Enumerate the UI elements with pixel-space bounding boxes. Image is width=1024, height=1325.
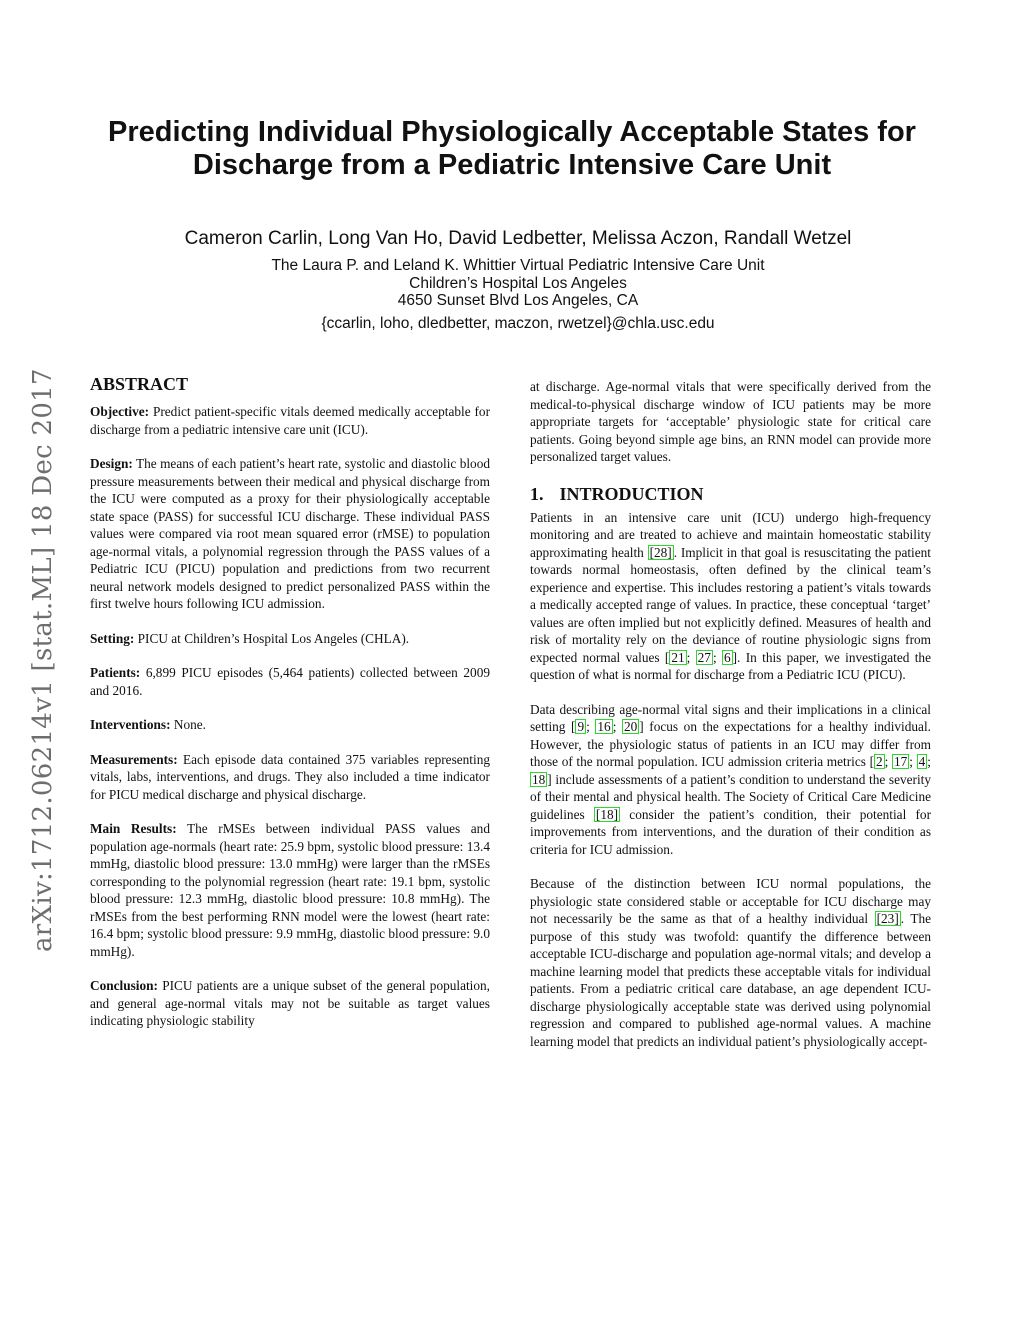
intro-p3-text-a: Because of the distinction between ICU normal populations, the physiologic state considered stable or acceptable for ICU discharge may not necessarily be the same as that of a healthy individual	[530, 876, 931, 926]
measurements-text: Each episode data contained 375 variables representing vitals, labs, interventions, and drugs. They also included a time indicator for PICU medical discharge and physical discharge.	[90, 751, 490, 802]
citation-separator: ;	[612, 719, 622, 734]
abstract-interventions	[90, 716, 490, 734]
section-title: INTRODUCTION	[559, 483, 704, 504]
affiliation-line-3: 4650 Sunset Blvd Los Angeles, CA	[397, 292, 639, 309]
author-emails: {ccarlin, loho, dledbetter, maczon, rwetzel}@chla.usc.edu	[321, 315, 715, 332]
citation-separator: ;	[884, 754, 892, 769]
abstract-design	[90, 455, 490, 613]
intro-paragraph-2	[530, 701, 931, 859]
abstract-patients	[90, 664, 490, 699]
interventions-text: None.	[173, 717, 206, 732]
abstract-setting	[90, 630, 490, 648]
intro-p2-text-b: ] focus on the expectations for a healthy individual. However, the physiologic status of patients in an ICU may differ from those of the normal population. ICU admission criteria metrics [	[530, 719, 931, 769]
citation-link[interactable]: [28]	[649, 544, 672, 560]
setting-text: PICU at Children’s Hospital Los Angeles (CHLA).	[137, 630, 410, 646]
citation-link[interactable]: 18	[532, 771, 546, 787]
citation-link[interactable]: 17	[894, 754, 908, 769]
patients-label: Patients:	[90, 665, 141, 680]
citation-separator: ;	[927, 754, 931, 769]
citation-link[interactable]: [23]	[876, 911, 899, 926]
citation-link[interactable]: 2	[876, 754, 883, 769]
citation-separator: ;	[712, 649, 722, 665]
intro-p2-text-c: ] include assessments of a patient’s condition to understand the severity of their mental and physical health. The Society of Critical Care Medicine guidelines	[530, 771, 931, 822]
abstract-main-results	[90, 820, 490, 960]
conclusion-label: Conclusion:	[90, 978, 158, 993]
citation-link[interactable]: [18]	[595, 806, 619, 822]
objective-label: Objective:	[90, 404, 150, 419]
intro-p1-text-d: ]. In this paper, we investigated the question of what is normal for discharge from a Pediatric ICU (PICU).	[530, 649, 931, 682]
interventions-label: Interventions:	[90, 717, 171, 732]
citation-link[interactable]: 4	[918, 754, 926, 769]
objective-text: Predict patient-specific vitals deemed medically acceptable for discharge from a pediatric intensive care unit (ICU).	[90, 404, 490, 437]
arxiv-stamp: arXiv:1712.06214v1 [stat.ML] 18 Dec 2017	[28, 368, 58, 952]
citation-separator: ;	[586, 719, 596, 734]
patients-text: 6,899 PICU episodes (5,464 patients) collected between 2009 and 2016.	[90, 665, 490, 698]
results-label: Main Results:	[90, 821, 177, 836]
abstract-measurements	[90, 751, 490, 804]
section-number: 1.	[530, 483, 544, 504]
intro-p3-text-b: . The purpose of this study was twofold: quantify the difference between acceptable ICU-discharge and population age-normal vitals; and develop a machine learning model that predicts these acceptable vitals for individual patients. From a pediatric critical care database, an age dependent ICU-discharge physiologically acceptable state was derived using polynomial regression and compared to published age-normal values. A machine learning model that predicts an individual patient’s physiologically accept-	[530, 911, 931, 1049]
citation-separator: ;	[686, 649, 696, 665]
abstract-conclusion	[90, 977, 490, 1030]
intro-paragraph-3	[530, 875, 931, 1050]
abstract-conclusion-continued: at discharge. Age-normal vitals that were specifically derived from the medical-to-physical discharge window of ICU patients may be more appropriate targets for ‘acceptable’ physiologic state for critical care patients. Going beyond simple age bins, an RNN model can provide more personalized target values.	[530, 379, 931, 464]
affiliation	[60, 257, 976, 310]
design-label: Design:	[90, 456, 133, 471]
right-column	[530, 378, 931, 1067]
measurements-label: Measurements:	[90, 751, 178, 767]
setting-label: Setting:	[90, 630, 135, 646]
citation-link[interactable]: 27	[697, 649, 711, 665]
intro-p1-text-b: . Implicit in that goal is resuscitating the patient towards normal homeostasis, often defined by the clinical team’s experience and expertise. This includes restoring a patient’s vitals towards a medically accepted range of values. In practice, these conceptual ‘target’ values are often implied but not explicitly defined. Measures of health and risk of mortality rely on the deviance of routine physiologic signs from expected normal values [	[530, 544, 931, 665]
citation-link[interactable]: 20	[623, 719, 638, 734]
citation-link[interactable]: 9	[577, 719, 585, 734]
paper-title	[60, 116, 964, 182]
design-text: The means of each patient’s heart rate, systolic and diastolic blood pressure measurements between their medical and physical discharge from the ICU were computed as a proxy for their physiologically acceptable state space (PASS) for successful ICU discharge. These individual PASS values were compared via root mean squared error (rMSE) to population age-normal vitals, a polynomial regression through the PASS values of a Pediatric ICU (PICU) population and predictions from two recurrent neural network models designed to predict personalized PASS within the first twelve hours following ICU admission.	[90, 456, 490, 611]
affiliation-line-2: Children’s Hospital Los Angeles	[409, 274, 627, 292]
intro-p2-text-d: consider the patient’s condition, their potential for improvements from interventions, and the duration of their condition as criteria for ICU admission.	[530, 806, 932, 857]
results-text: The rMSEs between individual PASS values and population age-normals (heart rate: 25.9 bpm, systolic blood pressure: 13.4 mmHg, diastolic blood pressure: 13.0 mmHg) were larger than the rMSEs corresponding to the polynomial regression (heart rate: 19.1 bpm, systolic blood pressure: 12.3 mmHg, diastolic blood pressure: 10.8 mmHg). The rMSEs from the best performing RNN model were the lowest (heart rate: 16.4 bpm; systolic blood pressure: 9.9 mmHg, diastolic blood pressure: 9.0 mmHg).	[90, 821, 490, 959]
abstract-objective	[90, 403, 490, 438]
citation-link[interactable]: 16	[597, 719, 611, 734]
abstract-heading: ABSTRACT	[90, 374, 189, 394]
citation-separator: ;	[909, 754, 917, 769]
left-column	[90, 373, 490, 1047]
citation-link[interactable]: 6	[723, 649, 731, 665]
author-list: Cameron Carlin, Long Van Ho, David Ledbetter, Melissa Aczon, Randall Wetzel	[184, 228, 852, 249]
intro-paragraph-1	[530, 509, 931, 684]
title-line-2: Discharge from a Pediatric Intensive Care Unit	[192, 149, 832, 181]
affiliation-line-1: The Laura P. and Leland K. Whittier Virtual Pediatric Intensive Care Unit	[271, 257, 765, 274]
citation-link[interactable]: 21	[671, 649, 685, 665]
intro-p1-text-a: Patients in an intensive care unit (ICU) undergo high-frequency monitoring and are treated to achieve and maintain homeostatic stability approximating health	[530, 509, 931, 560]
intro-p2-text-a: Data describing age-normal vital signs and their implications in a clinical setting [	[530, 701, 931, 734]
introduction-heading	[530, 483, 931, 505]
title-line-1: Predicting Individual Physiologically Acceptable States for	[108, 116, 916, 148]
conclusion-text: PICU patients are a unique subset of the general population, and general age-normal vitals may not be suitable as target values indicating physiologic stability	[90, 978, 490, 1028]
